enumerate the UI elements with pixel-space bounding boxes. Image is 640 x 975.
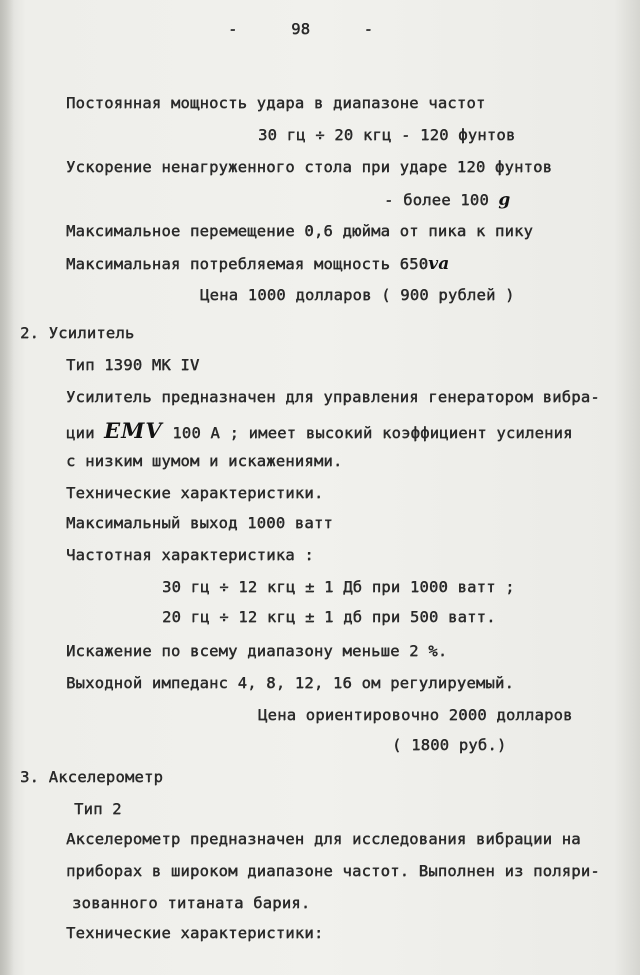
text-line <box>66 254 450 274</box>
text-line: Акселерометр предназначен для исследования вибрации на <box>66 830 581 848</box>
text-line <box>66 418 573 443</box>
text-value: - более 100 <box>384 191 489 209</box>
text-line: приборах в широком диапазоне частот. Выполнен из поляри- <box>66 862 600 880</box>
handwritten-insert: EMV <box>104 418 163 443</box>
text-line: Ускорение ненагруженного стола при ударе 120 фунтов <box>66 158 553 176</box>
page-number: - 98 - <box>228 20 374 38</box>
text-line: Тип 1390 МК IV <box>66 356 200 374</box>
text-line: Усилитель предназначен для управления генератором вибра- <box>66 388 600 406</box>
text-value: 100 A ; имеет высокий коэффициент усиления <box>172 424 573 442</box>
text-line: Тип 2 <box>74 800 122 818</box>
text-value: ции <box>66 424 95 442</box>
text-line: Выходной импеданс 4, 8, 12, 16 ом регулируемый. <box>66 674 514 692</box>
price-line: Цена 1000 долларов ( 900 рублей ) <box>200 286 515 304</box>
section-heading: 3. Акселерометр <box>20 768 163 786</box>
handwritten-unit: g <box>498 190 511 210</box>
price-line: ( 1800 руб.) <box>392 736 507 754</box>
text-line: Технические характеристики: <box>66 924 324 942</box>
text-line <box>384 190 511 210</box>
text-line: Постоянная мощность удара в диапазоне частот <box>66 94 486 112</box>
text-line: 20 гц ÷ 12 кгц ± 1 дб при 500 ватт. <box>162 608 496 626</box>
text-line: Максимальный выход 1000 ватт <box>66 514 333 532</box>
text-value: Максимальная потребляемая мощность 650 <box>66 255 429 273</box>
price-line: Цена ориентировочно 2000 долларов <box>258 706 573 724</box>
text-line: 30 гц ÷ 20 кгц - 120 фунтов <box>258 126 516 144</box>
section-heading: 2. Усилитель <box>20 324 135 342</box>
page-edge-shadow <box>0 0 14 975</box>
text-line: Технические характеристики. <box>66 484 324 502</box>
text-line: Частотная характеристика : <box>66 546 314 564</box>
text-line: Искажение по всему диапазону меньше 2 %. <box>66 642 448 660</box>
handwritten-unit: va <box>428 254 450 274</box>
text-line: зованного титаната бария. <box>72 894 311 912</box>
text-line: 30 гц ÷ 12 кгц ± 1 Дб при 1000 ватт ; <box>162 578 515 596</box>
text-line: Максимальное перемещение 0,6 дюйма от пика к пику <box>66 222 534 240</box>
text-line: с низким шумом и искажениями. <box>66 452 343 470</box>
